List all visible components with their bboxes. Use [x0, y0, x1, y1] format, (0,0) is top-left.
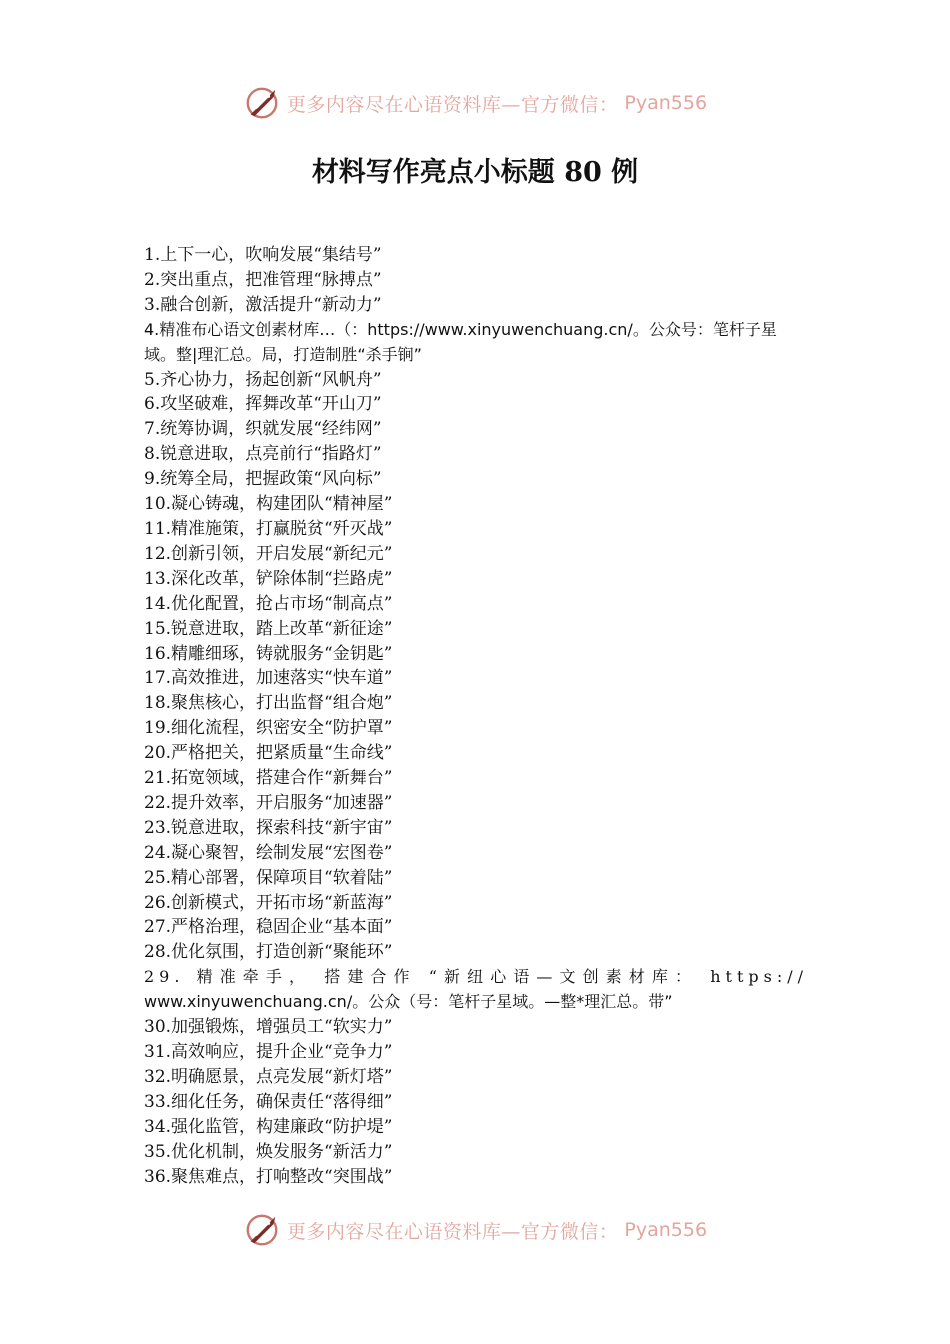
list-item: 10.凝心铸魂，构建团队“精神屋”	[144, 494, 393, 515]
list-item: 16.精雕细琢，铸就服务“金钥匙”	[144, 643, 393, 664]
pen-nib-logo-icon	[243, 84, 281, 122]
list-item: 33.细化任务，确保责任“落得细”	[144, 1091, 393, 1112]
footer-banner	[0, 1208, 950, 1252]
list-item: 4.精准布心语文创素材库…（：https://www.xinyuwenchuang.cn/。公众号：笔杆子星域。整|理汇总。局，打造制胜“杀手锏”	[144, 319, 777, 364]
list-item: 23.锐意进取，探索科技“新宇宙”	[144, 817, 393, 838]
list-item: 21.拓宽领域，搭建合作“新舞台”	[144, 768, 393, 789]
footer-banner-text: 更多内容尽在心语资料库—官方微信：	[286, 1220, 619, 1243]
list-item: 2.突出重点，把准管理“脉搏点”	[144, 269, 382, 290]
list-item: 30.加强锻炼，增强员工“软实力”	[144, 1017, 393, 1038]
list-item: 18.聚焦核心，打出监督“组合炮”	[144, 693, 393, 714]
list-item: 5.齐心协力，扬起创新“风帆舟”	[144, 369, 382, 390]
list-item: 19.细化流程，织密安全“防护罩”	[144, 718, 393, 739]
list-item: 12.创新引领，开启发展“新纪元”	[144, 543, 393, 564]
list-item: 24.凝心聚智，绘制发展“宏图卷”	[144, 842, 393, 863]
list-item: 14.优化配置，抢占市场“制高点”	[144, 593, 393, 614]
list-item: 1.上下一心，吹响发展“集结号”	[144, 245, 382, 265]
list-item: 26.创新模式，开拓市场“新蓝海”	[144, 892, 393, 913]
list-item: 36.聚焦难点，打响整改“突围战”	[144, 1166, 393, 1187]
list-item: 15.锐意进取，踏上改革“新征途”	[144, 618, 393, 639]
list-item: 32.明确愿景，点亮发展“新灯塔”	[144, 1066, 393, 1087]
list-item-29-line2: www.xinyuwenchuang.cn/。公众（号：笔杆子星域。—整*理汇总。带”	[144, 992, 673, 1012]
headline-list	[144, 243, 808, 1189]
list-item: 7.统筹协调，织就发展“经纬网”	[144, 419, 382, 440]
list-item: 11.精准施策，打赢脱贫“歼灭战”	[144, 518, 393, 539]
list-item: 9.统筹全局，把握政策“风向标”	[144, 469, 382, 490]
list-item-29	[144, 965, 808, 1015]
list-item: 8.锐意进取，点亮前行“指路灯”	[144, 444, 382, 465]
list-item: 13.深化改革，铲除体制“拦路虎”	[144, 568, 393, 589]
footer-banner-wechat: Pyan556	[624, 1219, 708, 1241]
list-item: 35.优化机制，焕发服务“新活力”	[144, 1141, 393, 1162]
list-item: 6.攻坚破难，挥舞改革“开山刀”	[144, 394, 382, 415]
header-banner-text: 更多内容尽在心语资料库—官方微信：	[286, 93, 619, 116]
list-item: 31.高效响应，提升企业“竞争力”	[144, 1042, 393, 1062]
list-item: 27.严格治理，稳固企业“基本面”	[144, 917, 393, 938]
page-title: 材料写作亮点小标题 80 例	[311, 157, 639, 188]
list-item: 20.严格把关，把紧质量“生命线”	[144, 743, 393, 764]
header-banner-wechat: Pyan556	[624, 92, 708, 114]
header-banner	[0, 81, 950, 125]
list-item: 3.融合创新，激活提升“新动力”	[144, 294, 382, 315]
list-item-29-line1: 29. 精准牵手， 搭建合作 “新纽心语—文创素材库： https://	[144, 967, 808, 987]
pen-nib-logo-icon	[243, 1211, 281, 1249]
list-item: 25.精心部署，保障项目“软着陆”	[144, 867, 393, 888]
list-item: 22.提升效率，开启服务“加速器”	[144, 792, 393, 813]
list-item: 28.优化氛围，打造创新“聚能环”	[144, 942, 393, 963]
list-item: 17.高效推进，加速落实“快车道”	[144, 668, 393, 689]
list-item: 34.强化监管，构建廉政“防护堤”	[144, 1116, 393, 1137]
